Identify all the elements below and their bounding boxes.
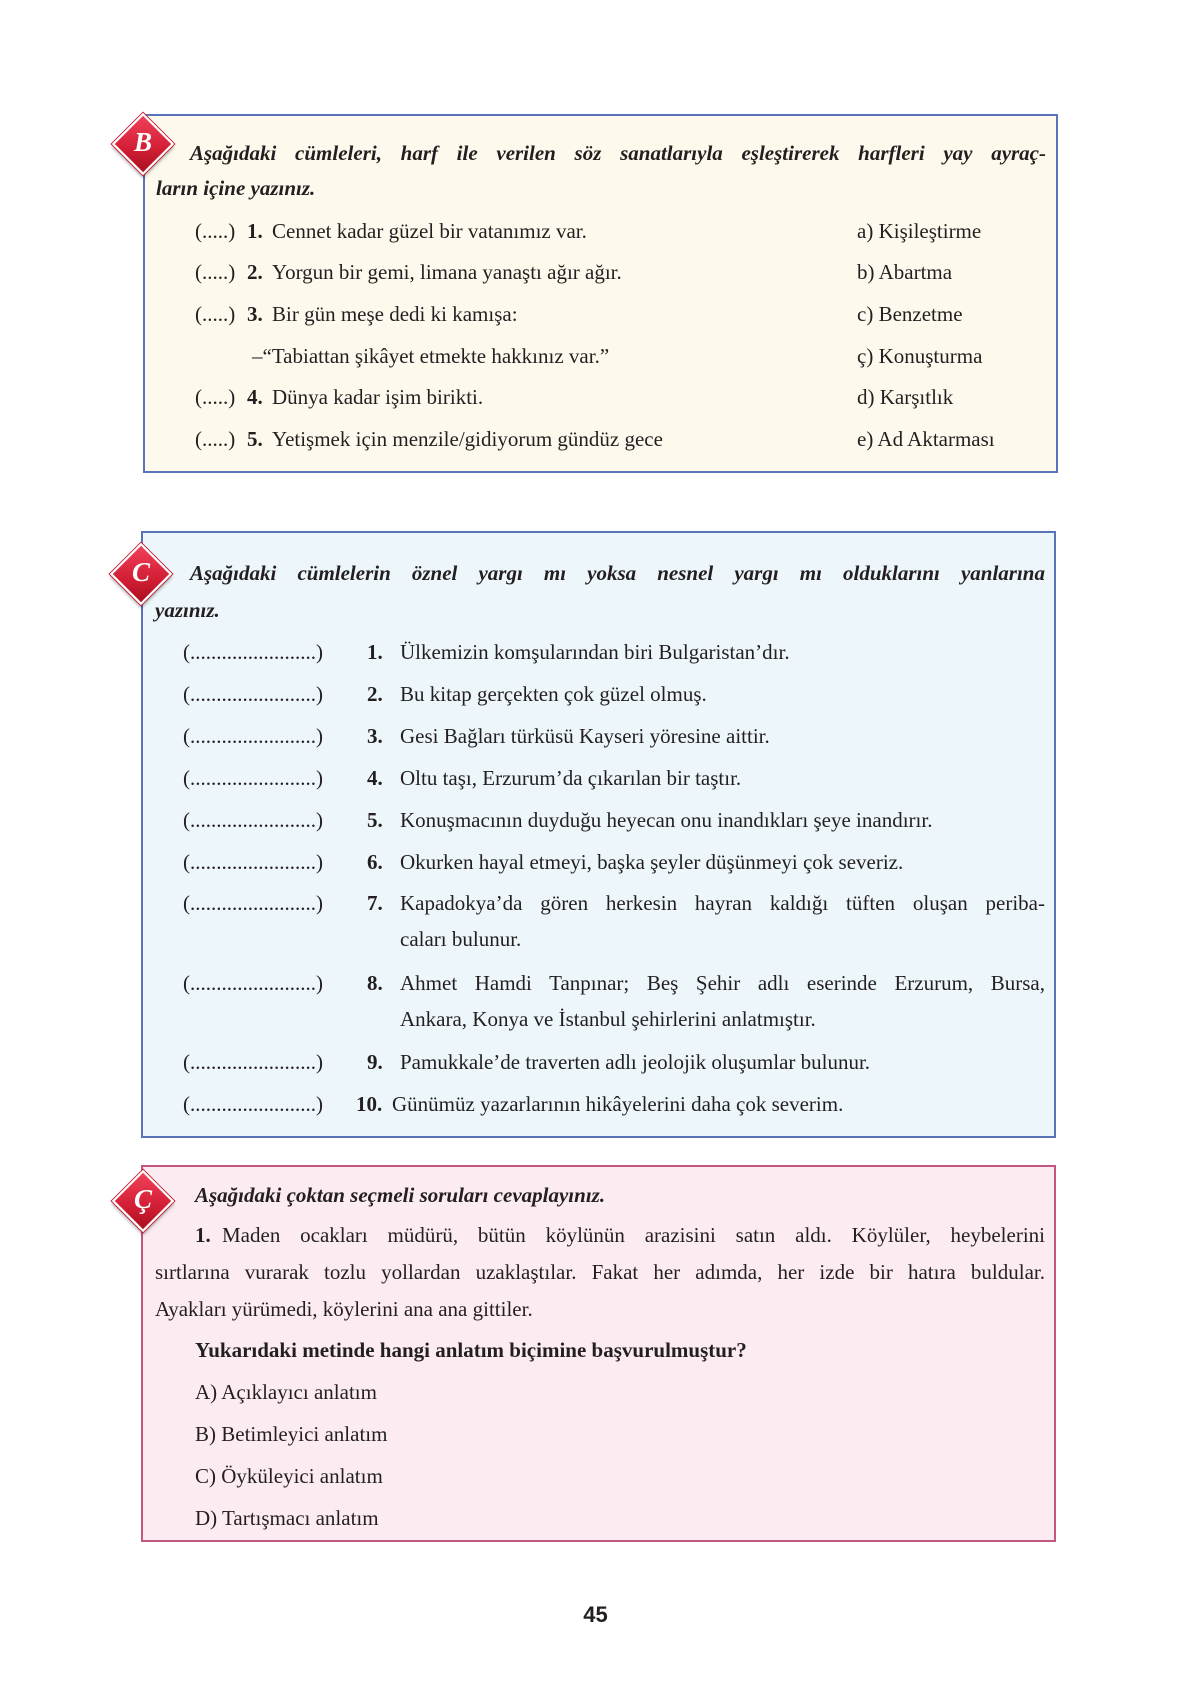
item-blank: (.....) [195,260,236,284]
answer-option-b: B) Betimleyici anlatım [195,1422,388,1446]
item-number: 3. [247,302,263,326]
item-text: Dünya kadar işim birikti. [272,385,484,409]
item-blank: (........................) [183,640,323,664]
item-blank: (........................) [183,850,323,874]
item-number: 6. [367,850,383,874]
section-b-instruction-line2: ların içine yazınız. [156,176,316,200]
item-blank: (........................) [183,724,323,748]
item-text: Bir gün meşe dedi ki kamışa: [272,302,518,326]
item-blank: (.....) [195,385,236,409]
passage-line: Ayakları yürümedi, köylerini ana ana gittiler. [155,1297,533,1321]
item-blank: (.....) [195,427,236,451]
item-number: 7. [367,891,383,915]
section-cc-instruction: Aşağıdaki çoktan seçmeli soruları cevaplayınız. [195,1183,606,1207]
item-number: 4. [367,766,383,790]
item-number: 3. [367,724,383,748]
item-text: Kapadokya’da gören herkesin hayran kaldığı tüften oluşan periba- [400,891,1045,915]
item-text: Okurken hayal etmeyi, başka şeyler düşünmeyi çok severiz. [400,850,904,874]
item-blank: (........................) [183,1092,323,1116]
item-blank: (........................) [183,1050,323,1074]
item-text: Konuşmacının duyduğu heyecan onu inandıkları şeye inandırır. [400,808,933,832]
question-number: 1. [195,1223,211,1247]
section-c-instruction-line2: yazınız. [155,598,220,622]
item-number: 2. [367,682,383,706]
answer-option-a: A) Açıklayıcı anlatım [195,1380,377,1404]
item-text: Cennet kadar güzel bir vatanımız var. [272,219,587,243]
passage-line: Maden ocakları müdürü, bütün köylünün arazisini satın aldı. Köylüler, heybelerini [222,1223,1045,1247]
item-text: Gesi Bağları türküsü Kayseri yöresine aittir. [400,724,770,748]
item-option: b) Abartma [857,260,953,284]
item-text: Pamukkale’de traverten adlı jeolojik oluşumlar bulunur. [400,1050,871,1074]
item-number: 1. [367,640,383,664]
section-c-box [141,531,1056,1138]
item-text: Yorgun bir gemi, limana yanaştı ağır ağır. [272,260,622,284]
item-number: 4. [247,385,263,409]
item-blank: (.....) [195,302,236,326]
item-blank: (........................) [183,682,323,706]
item-blank: (........................) [183,971,323,995]
item-number: 8. [367,971,383,995]
item-text: Ahmet Hamdi Tanpınar; Beş Şehir adlı eserinde Erzurum, Bursa, [400,971,1045,995]
item-blank: (.....) [195,219,236,243]
item-text: Oltu taşı, Erzurum’da çıkarılan bir taştır. [400,766,742,790]
item-number: 2. [247,260,263,284]
section-cc-badge-letter: Ç [133,1184,152,1214]
section-b-box [143,114,1058,473]
item-blank: (........................) [183,766,323,790]
item-text: Yetişmek için menzile/gidiyorum gündüz gece [272,427,663,451]
item-number: 5. [247,427,263,451]
item-blank: (........................) [183,891,323,915]
item-text: Günümüz yazarlarının hikâyelerini daha çok severim. [392,1092,844,1116]
item-option: ç) Konuşturma [857,344,983,368]
item-text: Ülkemizin komşularından biri Bulgaristan’dır. [400,640,790,664]
item-option: d) Karşıtlık [857,385,954,409]
answer-option-c: C) Öyküleyici anlatım [195,1464,383,1488]
item-text: Bu kitap gerçekten çok güzel olmuş. [400,682,707,706]
section-b-instruction-line1: Aşağıdaki cümleleri, harf ile verilen söz sanatlarıyla eşleştirerek harfleri yay ayraç- [190,141,1046,165]
item-blank: (........................) [183,808,323,832]
question-text: Yukarıdaki metinde hangi anlatım biçimine başvurulmuştur? [195,1338,747,1362]
page-number: 45 [583,1602,608,1627]
item-text-continued: caları bulunur. [400,927,522,951]
item-option: c) Benzetme [857,302,963,326]
section-b-badge-letter: B [133,127,152,157]
item-option: a) Kişileştirme [857,219,982,243]
item-number: 10. [356,1092,383,1116]
answer-option-d: D) Tartışmacı anlatım [195,1506,379,1530]
item-option: e) Ad Aktarması [857,427,995,451]
item-text-continued: Ankara, Konya ve İstanbul şehirlerini anlatmıştır. [400,1007,816,1031]
passage-line: sırtlarına vurarak tozlu yollardan uzaklaştılar. Fakat her adımda, her izde bir hatıra buldular. [155,1260,1045,1284]
section-c-instruction-line1: Aşağıdaki cümlelerin öznel yargı mı yoksa nesnel yargı mı olduklarını yanlarına [190,561,1045,585]
item-number: 1. [247,219,263,243]
section-c-badge-letter: C [131,557,150,587]
item-number: 5. [367,808,383,832]
item-text: –“Tabiattan şikâyet etmekte hakkınız var.” [252,344,610,368]
item-number: 9. [367,1050,383,1074]
